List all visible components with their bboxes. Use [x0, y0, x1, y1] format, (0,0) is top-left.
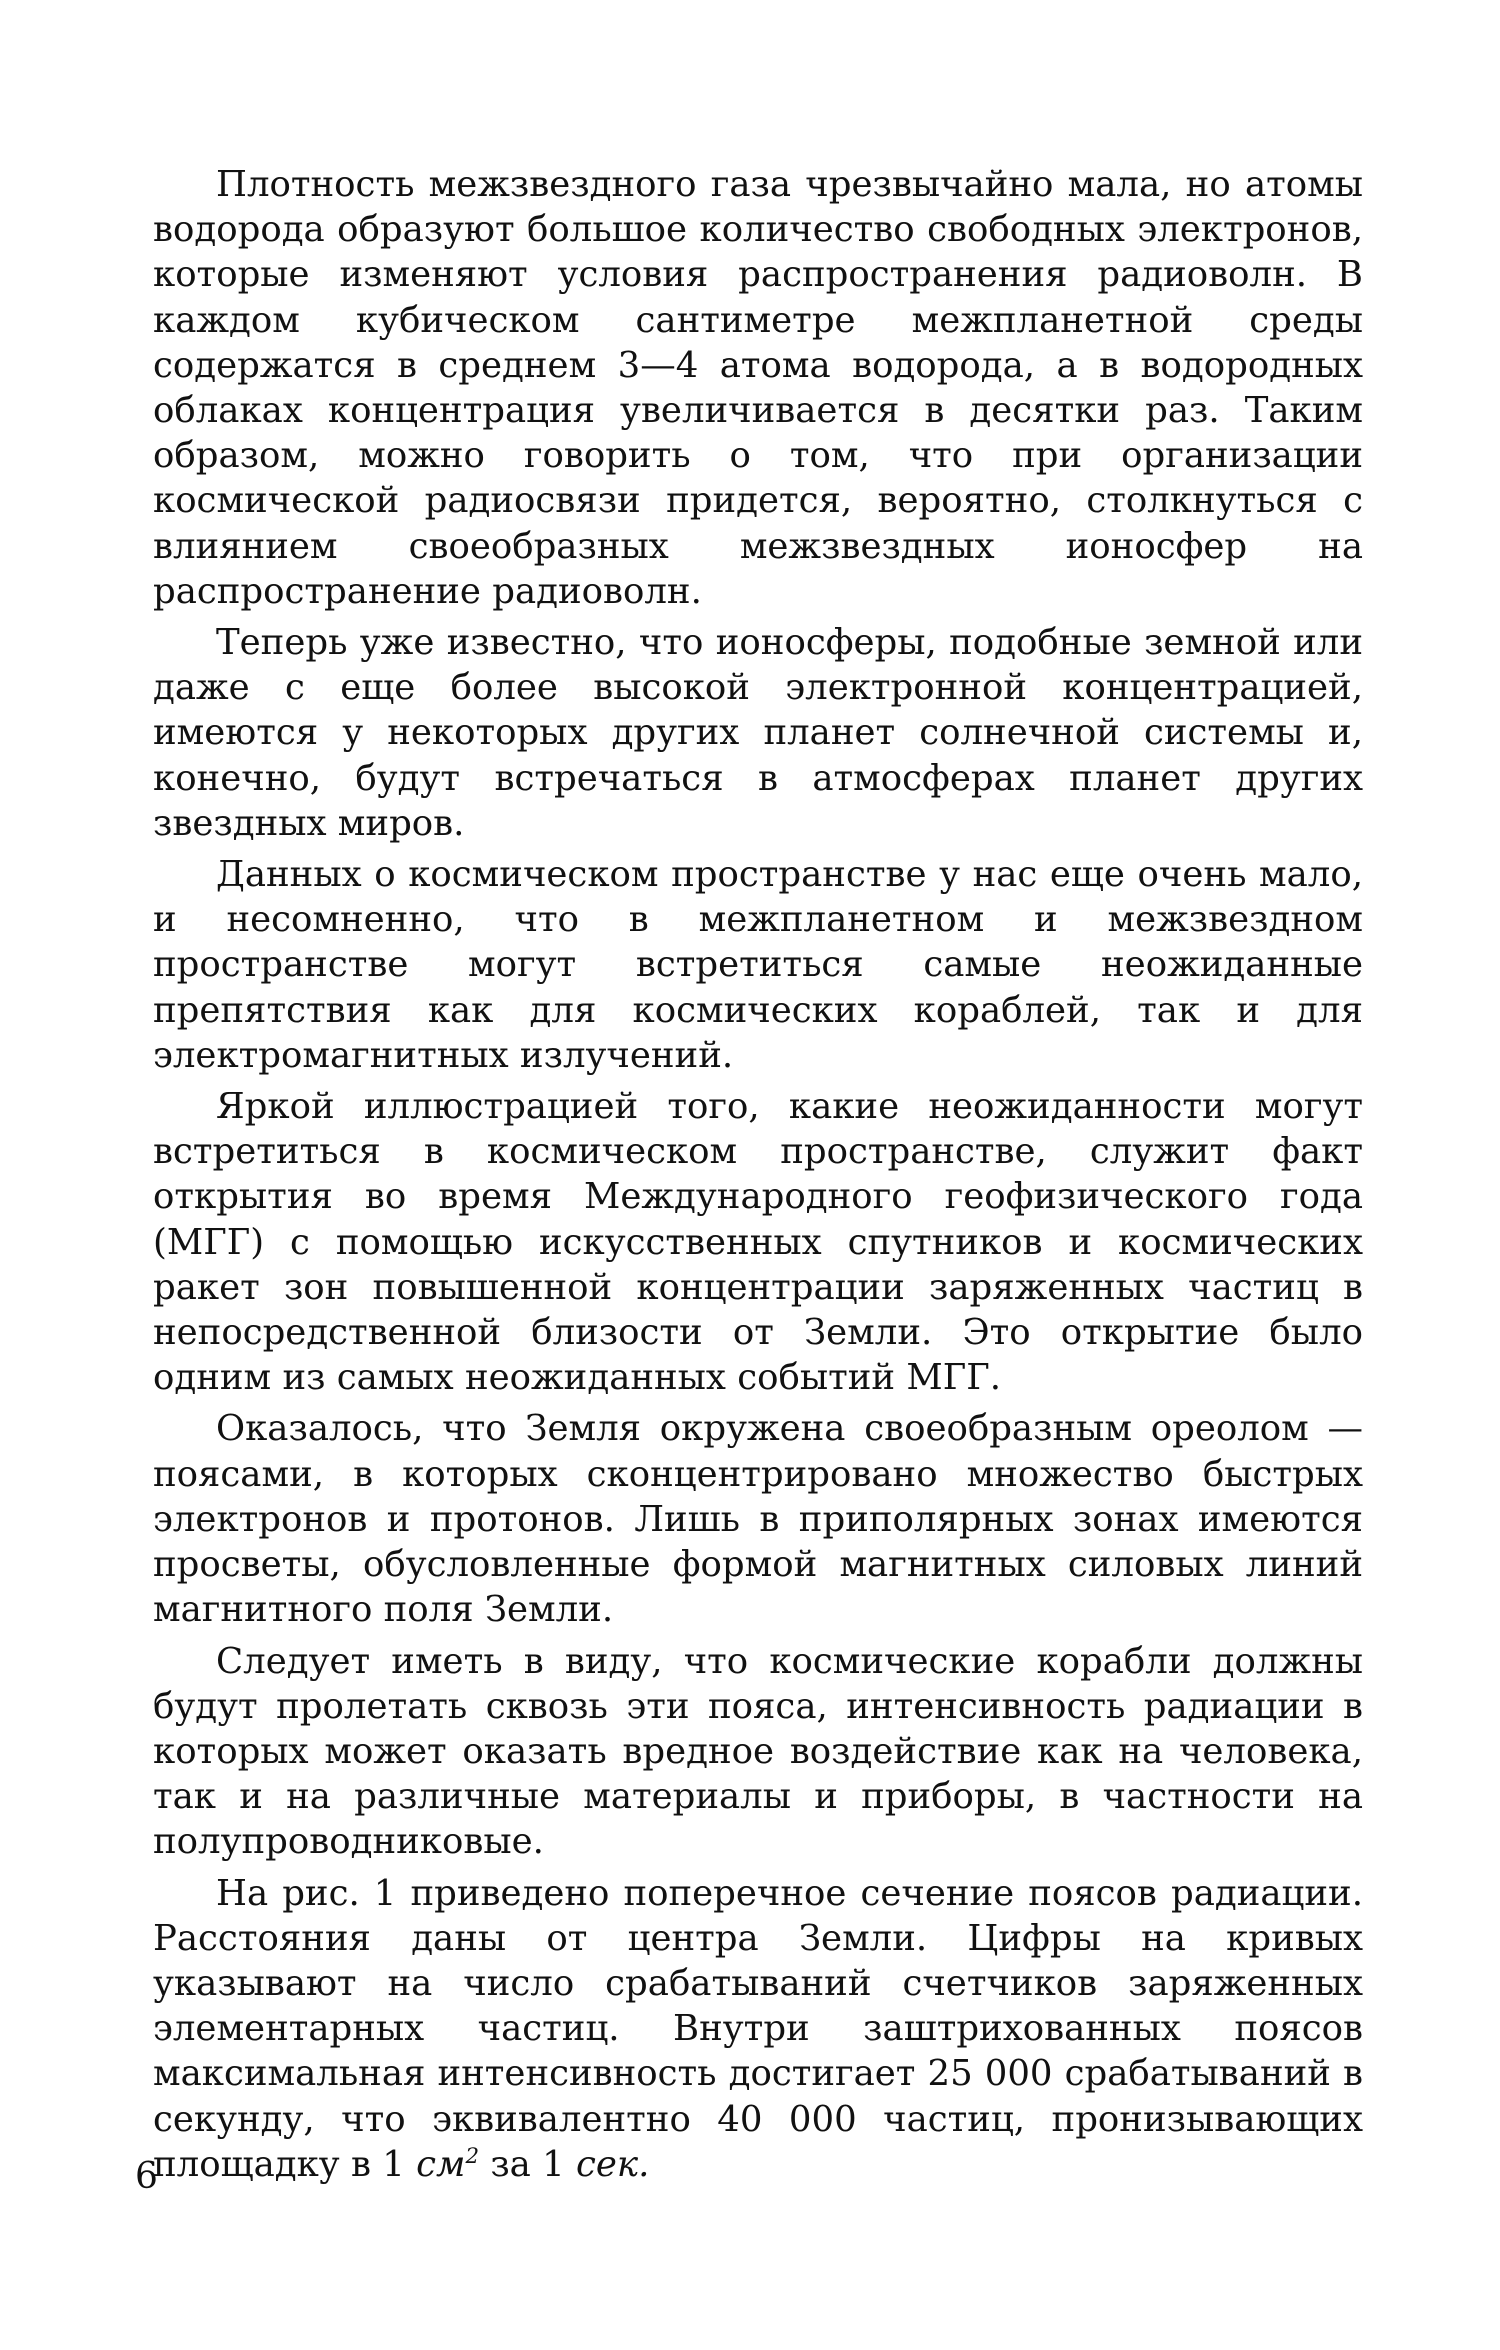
figure-description-mid: за 1	[490, 2143, 565, 2185]
paragraph-spacecraft-radiation: Следует иметь в виду, что космические корабли должны будут пролетать сквозь эти пояса, интенсивность радиации в которых может оказать вредное воздействие как на человека, так и на различные материалы и приборы, в частности на полупроводниковые.	[153, 1640, 1363, 1863]
paragraph-igy-discovery: Яркой иллюстрацией того, какие неожиданности могут встретиться в космическом пространстве, служит факт открытия во время Международного геофизического года (МГГ) с помощью искусственных спутников и космических ракет зон повышенной концентрации заряженных частиц в непосредственной близости от Земли. Это открытие было одним из самых неожиданных событий МГГ.	[153, 1086, 1363, 1399]
figure-description-text: На рис. 1 приведено поперечное сечение поясов радиации. Расстояния даны от центра Земли. Цифры на кривых указывают на число срабатываний счетчиков заряженных элементарных частиц. Внутри заштрихованных поясов максимальная интенсивность достигает 25 000 срабатываний в секунду, что эквивалентно 40 000 частиц, пронизывающих площадку в 1	[153, 1872, 1363, 2185]
unit-area-text: см	[416, 2143, 466, 2185]
paragraph-interstellar-gas: Плотность межзвездного газа чрезвычайно мала, но атомы водорода образуют большое количество свободных электронов, которые изменяют условия распространения радиоволн. В каждом кубическом сантиметре межпланетной среды содержатся в среднем 3—4 атома водорода, а в водородных облаках концентрация увеличивается в десятки раз. Таким образом, можно говорить о том, что при организации космической радиосвязи придется, вероятно, столкнуться с влиянием своеобразных межзвездных ионосфер на распространение радиоволн.	[153, 164, 1363, 612]
unit-area	[416, 2144, 479, 2185]
page-number: 6	[135, 2156, 158, 2197]
unit-area-power: 2	[465, 2143, 480, 2169]
paragraph-space-obstacles: Данных о космическом пространстве у нас еще очень мало, и несомненно, что в межпланетном и межзвездном пространстве могут встретиться самые неожиданные препятствия как для космических кораблей, так и для электромагнитных излучений.	[153, 854, 1363, 1076]
unit-time: сек.	[576, 2143, 650, 2185]
paragraph-planet-ionospheres: Теперь уже известно, что ионосферы, подобные земной или даже с еще более высокой электронной концентрацией, имеются у некоторых других планет солнечной системы и, конечно, будут встречаться в атмосферах планет других звездных миров.	[153, 622, 1363, 844]
paragraph-radiation-belts: Оказалось, что Земля окружена своеобразным ореолом — поясами, в которых сконцентрировано множество быстрых электронов и протонов. Лишь в приполярных зонах имеются просветы, обусловленные формой магнитных силовых линий магнитного поля Земли.	[153, 1408, 1363, 1631]
paragraph-figure-description	[153, 1871, 1363, 2187]
body-text	[153, 162, 1363, 2187]
